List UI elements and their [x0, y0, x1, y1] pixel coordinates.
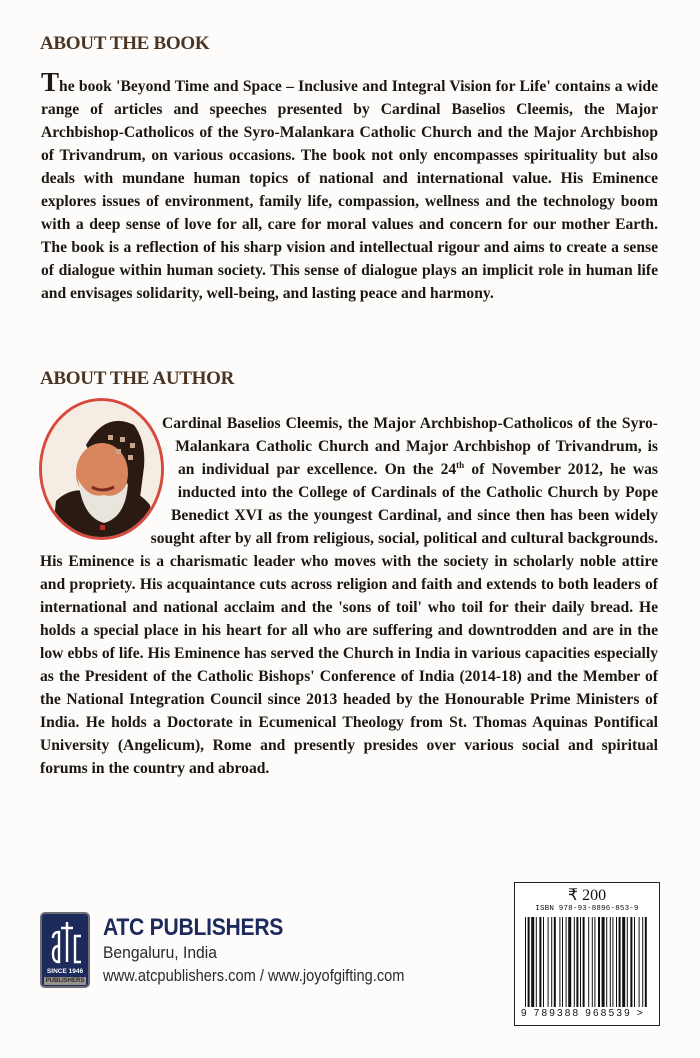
author-text-part1: Cardinal Baselios Cleemis, the Major Archbishop-Catholicos of the Syro-Malankara Catholic Church and Major Archbishop of Trivandrum, is an individual par excellence. On the 24 — [161, 415, 658, 478]
publisher-websites: www.atcpublishers.com / www.joyofgifting.com — [103, 966, 405, 985]
author-portrait — [39, 398, 164, 540]
isbn-label: ISBN 978-93-8896-853-9 — [535, 905, 639, 913]
publisher-name: ATC PUBLISHERS — [103, 914, 284, 941]
logo-since-text: SINCE 1946 — [46, 968, 84, 975]
publisher-city: Bengaluru, India — [103, 943, 217, 962]
atc-monogram-icon — [47, 918, 85, 966]
author-portrait-icon — [42, 401, 161, 537]
about-author-heading: ABOUT THE AUTHOR — [40, 368, 235, 389]
ean-digits: 9 789388 968539 > — [521, 1008, 645, 1019]
about-book-heading: ABOUT THE BOOK — [40, 33, 210, 54]
publisher-logo — [40, 912, 90, 988]
price-label: ₹ 200 — [567, 887, 607, 904]
about-book-text: he book 'Beyond Time and Space – Inclusive and Integral Vision for Life' contains a wide range of articles and speeches presented by Cardinal Baselios Cleemis, the Major Archbishop-Catholicos of the Syro-Malankara Catholic Church and the Major Archbishop of Trivandrum, on various occasions. The book not only encompasses spirituality but also deals with mundane human topics of national and international value. His Eminence explores issues of environment, family life, compassion, wellness and the technology boom with a deep sense of love for all, care for moral values and concern for our mother Earth. The book is a reflection of his sharp vision and intellectual rigour and aims to create a sense of dialogue within human society. This sense of dialogue plays an implicit role in human life and envisages solidarity, well-being, and lasting peace and harmony. — [41, 78, 658, 302]
logo-publishers-text: PUBLISHERS — [45, 978, 85, 984]
ordinal-suffix: th — [456, 459, 465, 470]
barcode-icon — [523, 917, 651, 1007]
about-book-paragraph — [41, 67, 658, 305]
publisher-block — [40, 912, 480, 992]
about-author-section — [40, 412, 658, 780]
barcode-box — [514, 882, 660, 1026]
author-text-part2: of November 2012, he was inducted into the College of Cardinals of the Catholic Church by Pope Benedict XVI as the youngest Cardinal, and since then has been widely sought after by all from religious, social, political and cultural backgrounds. His Eminence is a charismatic leader who moves with the society in scholarly noble attire and propriety. His acquaintance cuts across religion and faith and extends to both leaders of international and national acclaim and the 'sons of toil' who toil for their daily bread. He holds a special place in his heart for all who are suffering and downtrodden and are in the low ebbs of life. His Eminence has served the Church in India in various capacities especially as the President of the Catholic Bishops' Conference of India (2014-18) and the Member of the National Integration Council since 2013 headed by the Honourable Prime Ministers of India. He holds a Doctorate in Ecumenical Theology from St. Thomas Aquinas Pontifical University (Angelicum), Rome and presently presides over various social and spiritual forums in the country and abroad. — [40, 461, 659, 777]
drop-cap: T — [41, 67, 60, 97]
